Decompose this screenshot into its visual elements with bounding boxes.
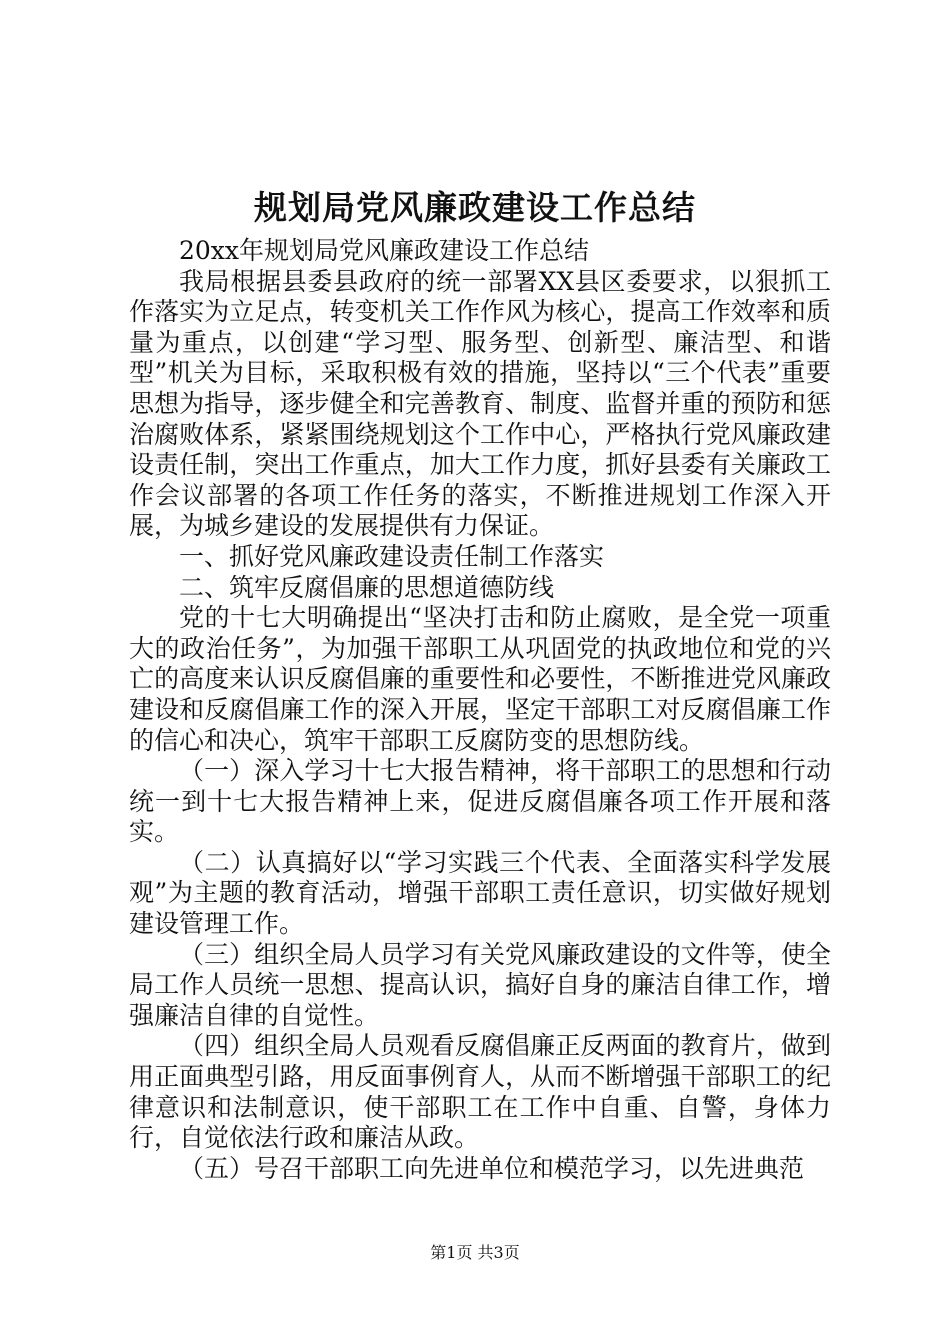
- section-heading-1: 一、抓好党风廉政建设责任制工作落实: [179, 541, 605, 571]
- section-heading-2: 二、筑牢反腐倡廉的思想道德防线: [179, 572, 555, 602]
- paragraph-item-5: （五）号召干部职工向先进单位和模范学习，以先进典范: [179, 1153, 805, 1183]
- paragraph-item-2: （二）认真搞好以“学习实践三个代表、全面落实科学发展观”为主题的教育活动，增强干部职工责任意识，切实做好规划建设管理工作。: [129, 847, 831, 939]
- paragraph-intro: 我局根据县委县政府的统一部署XX县区委要求，以狠抓工作落实为立足点，转变机关工作作风为核心，提高工作效率和质量为重点，以创建“学习型、服务型、创新型、廉洁型、和谐型”机关为目标，采取积极有效的措施，坚持以“三个代表”重要思想为指导，逐步健全和完善教育、制度、监督并重的预防和惩治腐败体系，紧紧围绕规划这个工作中心，严格执行党风廉政建设责任制，突出工作重点，加大工作力度，抓好县委有关廉政工作会议部署的各项工作任务的落实，不断推进规划工作深入开展，为城乡建设的发展提供有力保证。: [129, 266, 831, 541]
- paragraph-item-1: （一）深入学习十七大报告精神，将干部职工的思想和行动统一到十七大报告精神上来，促进反腐倡廉各项工作开展和落实。: [129, 756, 831, 847]
- paragraph-section-2: 党的十七大明确提出“坚决打击和防止腐败，是全党一项重大的政治任务”，为加强干部职工从巩固党的执政地位和党的兴亡的高度来认识反腐倡廉的重要性和必要性，不断推进党风廉政建设和反腐倡廉工作的深入开展，坚定干部职工对反腐倡廉工作的信心和决心，筑牢干部职工反腐防变的思想防线。: [129, 603, 831, 755]
- paragraph-item-4: （四）组织全局人员观看反腐倡廉正反两面的教育片，做到用正面典型引路，用反面事例育人，从而不断增强干部职工的纪律意识和法制意识，使干部职工在工作中自重、自警，身体力行，自觉依法行政和廉洁从政。: [129, 1031, 831, 1153]
- paragraph-subtitle: 20xx年规划局党风廉政建设工作总结: [179, 236, 590, 265]
- paragraph-item-3: （三）组织全局人员学习有关党风廉政建设的文件等，使全局工作人员统一思想、提高认识，搞好自身的廉洁自律工作，增强廉洁自律的自觉性。: [129, 939, 831, 1030]
- document-body: [129, 236, 831, 1184]
- document-title: 规划局党风廉政建设工作总结: [254, 188, 696, 227]
- page-number-footer: 第1页 共3页: [430, 1243, 520, 1262]
